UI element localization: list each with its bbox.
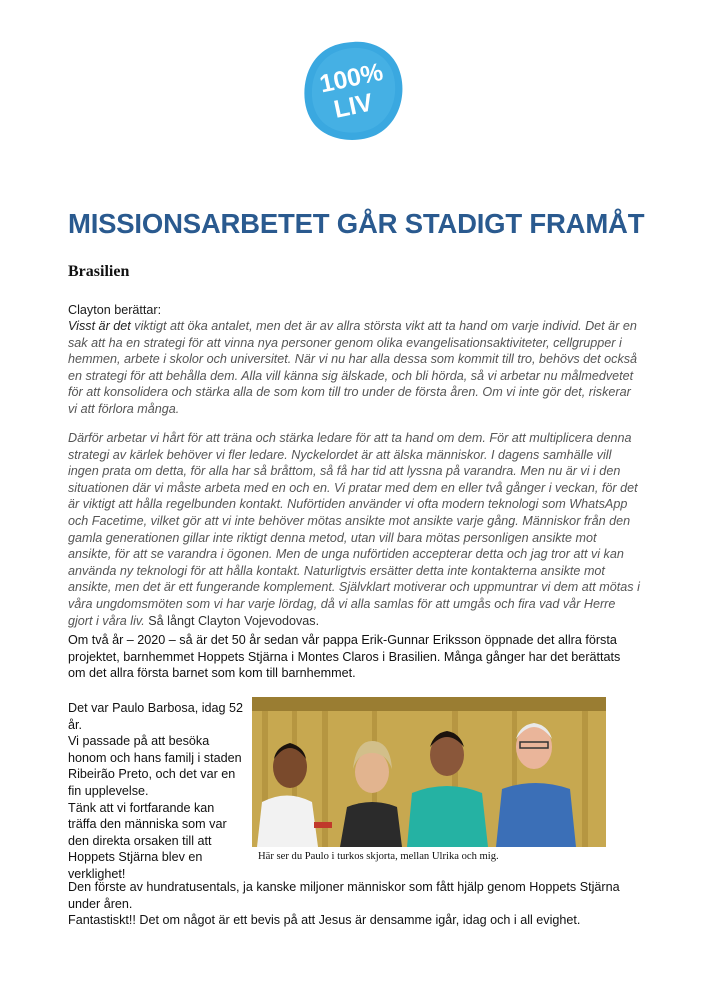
brand-logo bbox=[300, 38, 406, 144]
quote-paragraph-1 bbox=[68, 318, 640, 418]
logo-text-bottom: LIV bbox=[331, 88, 376, 124]
paulo-line-2: Vi passade på att besöka honom och hans familj i staden Ribeirão Preto, och det var en fin upplevelse. bbox=[68, 734, 242, 798]
paragraph-thousands: Den förste av hundratusentals, ja kanske miljoner människor som fått hjälp genom Hoppets Stjärna under åren. bbox=[68, 880, 620, 911]
quote-attribution: Så långt Clayton Vojevodovas. bbox=[144, 613, 320, 628]
intro-label: Clayton berättar: bbox=[68, 303, 162, 317]
paulo-line-3: Tänk att vi fortfarande kan träffa den människa som var den direkta orsaken till att Hoppets Stjärna blev en verklighet! bbox=[68, 800, 227, 881]
quote-lead: Visst är det bbox=[68, 319, 131, 333]
paragraph-fantastic: Fantastiskt!! Det om något är ett bevis på att Jesus är densamme igår, idag och i all evighet. bbox=[68, 913, 581, 927]
group-photo bbox=[252, 697, 606, 847]
section-heading: Brasilien bbox=[68, 263, 130, 280]
paulo-text-column bbox=[68, 700, 246, 883]
quote-paragraph-2 bbox=[68, 430, 640, 629]
page-title: MISSIONSARBETET GÅR STADIGT FRAMÅT bbox=[68, 208, 645, 239]
quote-body-2: Därför arbetar vi hårt för att träna och stärka ledare för att ta hand om dem. För att multiplicera denna strategi av kärlek behöver vi fler ledare. Nyckelordet är att älska människor. I dagens samhälle vill ingen prata om detta, för alla har så bråttom, så få har tid att lyssna på varandra. Men nu är vi i den situationen där vi måste arbeta med en och en. Vi pratar med dem en eller två gånger i veckan, för det är viktigt att hålla regelbunden kontakt. Nuförtiden använder vi ofta modern teknologi som WhatsApp och Facetime, vilket gör att vi inte behöver mötas ansikte mot ansikte varje gång. Människor från den gamla generationen gillar inte riktigt denna metod, utan vill bara mötas personligen ansikte mot ansikte, för att se varandra i ögonen. Men de unga nuförtiden accepterar detta och jag tror att vi kan använda ny teknologi för att hålla kontakt. Naturligtvis ersätter detta inte kontakterna ansikte mot ansikte, men det är ett fungerande komplement. Självklart motiverar och uppmuntrar vi dem att mötas i våra ungdomsmöten som vi har varje lördag, då vi alla samlas för att umgås och fira vad vår Herre gjort i våra liv. bbox=[68, 431, 640, 628]
logo-text-top: 100% bbox=[317, 57, 386, 99]
quote-body-1: viktigt att öka antalet, men det är av allra största vikt att ta hand om varje individ. Det är en sak att ha en strategi för att vinna nya personer genom olika evangelisationsaktiviteter, cellgrupper i hemmen, arbete i skolor och universitet. När vi nu har alla dessa som kommit till tro, behövs det också en strategi för att behålla dem. Alla vill känna sig älskade, och bli hörda, så vi arbetar nu målmedvetet för att konsolidera och stärka alla de som kom till tro under de första åren. Om vi inte gör det, riskerar vi att förlora många. bbox=[68, 319, 638, 416]
paulo-line-1: Det var Paulo Barbosa, idag 52 år. bbox=[68, 701, 244, 732]
photo-caption: Här ser du Paulo i turkos skjorta, mellan Ulrika och mig. bbox=[258, 851, 499, 862]
paragraph-anniversary: Om två år – 2020 – så är det 50 år sedan vår pappa Erik-Gunnar Eriksson öppnade det allra första projektet, barnhemmet Hoppets Stjärna i Montes Claros i Brasilien. Många gånger har det berättats om det allra första barnet som kom till barnhemmet. bbox=[68, 633, 621, 681]
